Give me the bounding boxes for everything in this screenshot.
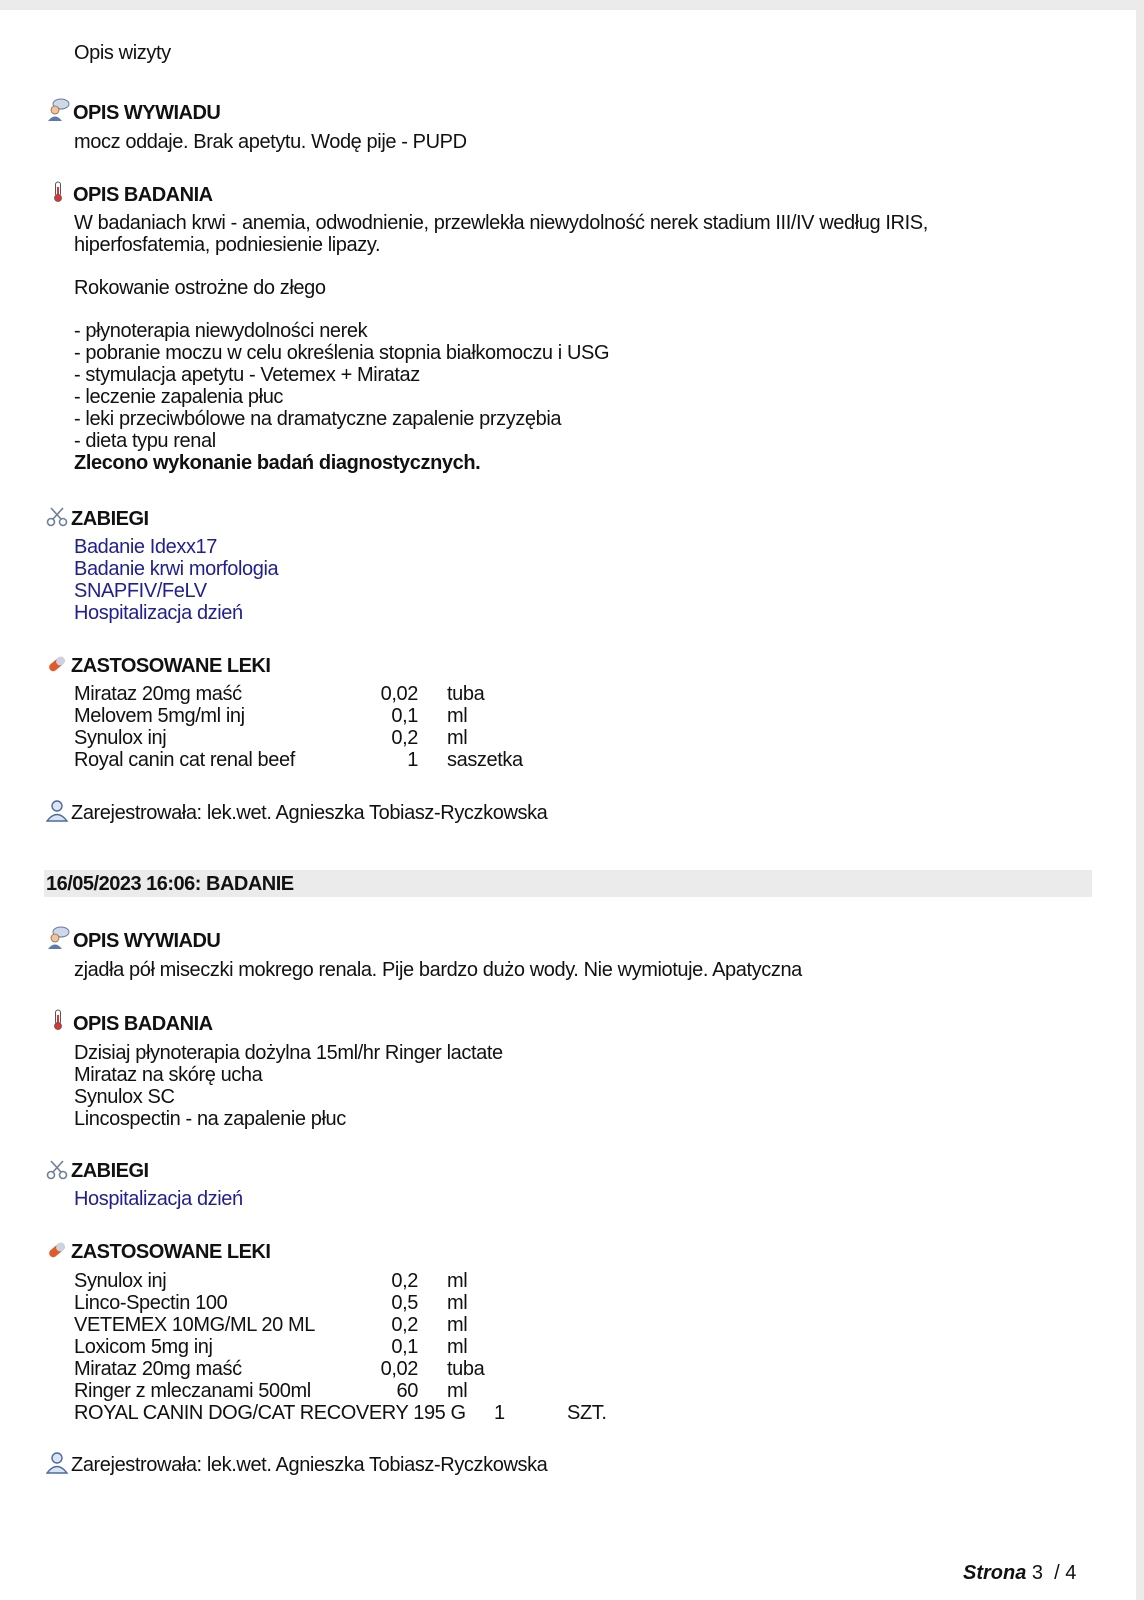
visit-date-bar xyxy=(44,870,1092,897)
medicine-unit: saszetka xyxy=(447,749,523,771)
pill-icon xyxy=(46,1240,68,1265)
pill-icon xyxy=(46,654,68,679)
exam-line: Mirataz na skórę ucha xyxy=(74,1064,263,1086)
medicine-unit: ml xyxy=(447,1380,468,1402)
medicine-name: VETEMEX 10MG/ML 20 ML xyxy=(74,1314,315,1336)
medicine-qty: 0,2 xyxy=(391,1314,418,1336)
medicine-qty: 0,02 xyxy=(380,1358,418,1380)
medicine-unit: ml xyxy=(447,1336,468,1358)
exam-line: hiperfosfatemia, podniesienie lipazy. xyxy=(74,234,381,256)
exam-line: Dzisiaj płynoterapia dożylna 15ml/hr Ringer lactate xyxy=(74,1042,503,1064)
exam-line: Lincospectin - na zapalenie płuc xyxy=(74,1108,346,1130)
doctor-bubble-icon xyxy=(46,926,70,955)
section-title-exam: OPIS BADANIA xyxy=(73,1013,213,1035)
medicine-name: Synulox inj xyxy=(74,727,167,749)
medicine-name: Melovem 5mg/ml inj xyxy=(74,705,245,727)
page-separator: / xyxy=(1054,1562,1060,1584)
medicine-unit: ml xyxy=(447,705,468,727)
medicine-qty: 0,1 xyxy=(391,1336,418,1358)
page-heading: Opis wizyty xyxy=(74,42,171,64)
medicine-unit: SZT. xyxy=(567,1402,607,1424)
medicine-name: Mirataz 20mg maść xyxy=(74,1358,242,1380)
medicine-name: ROYAL CANIN DOG/CAT RECOVERY 195 G xyxy=(74,1402,466,1424)
exam-line: W badaniach krwi - anemia, odwodnienie, przewlekła niewydolność nerek stadium III/IV według IRIS, xyxy=(74,212,928,234)
medicine-qty: 0,02 xyxy=(380,683,418,705)
user-icon xyxy=(46,1452,70,1479)
medicine-unit: tuba xyxy=(447,683,485,705)
medicine-qty: 0,2 xyxy=(391,1270,418,1292)
medicine-name: Synulox inj xyxy=(74,1270,167,1292)
medicine-unit: tuba xyxy=(447,1358,485,1380)
scissors-icon xyxy=(46,1160,68,1185)
medicine-name: Mirataz 20mg maść xyxy=(74,683,242,705)
exam-line: Synulox SC xyxy=(74,1086,175,1108)
medicine-name: Linco-Spectin 100 xyxy=(74,1292,228,1314)
thermometer-icon xyxy=(52,181,64,208)
interview-text: zjadła pół miseczki mokrego renala. Pije bardzo dużo wody. Nie wymiotuje. Apatyczna xyxy=(74,959,802,981)
medicine-qty: 1 xyxy=(494,1402,505,1424)
exam-line: Rokowanie ostrożne do złego xyxy=(74,277,326,299)
medicine-unit: ml xyxy=(447,1314,468,1336)
exam-line: - stymulacja apetytu - Vetemex + Mirataz xyxy=(74,364,420,386)
section-title-procedures: ZABIEGI xyxy=(71,1160,149,1182)
exam-line: - leczenie zapalenia płuc xyxy=(74,386,284,408)
exam-line: - leki przeciwbólowe na dramatyczne zapalenie przyzębia xyxy=(74,408,562,430)
medicine-qty: 60 xyxy=(396,1380,418,1402)
medicine-qty: 1 xyxy=(407,749,418,771)
medicine-name: Royal canin cat renal beef xyxy=(74,749,295,771)
exam-line: - płynoterapia niewydolności nerek xyxy=(74,320,368,342)
section-title-interview: OPIS WYWIADU xyxy=(73,102,221,124)
interview-text: mocz oddaje. Brak apetytu. Wodę pije - PUPD xyxy=(74,131,467,153)
medicine-qty: 0,5 xyxy=(391,1292,418,1314)
thermometer-icon xyxy=(52,1009,64,1036)
medicine-qty: 0,2 xyxy=(391,727,418,749)
registered-by: Zarejestrowała: lek.wet. Agnieszka Tobiasz-Ryczkowska xyxy=(71,802,548,824)
medicine-unit: ml xyxy=(447,727,468,749)
section-title-medicines: ZASTOSOWANE LEKI xyxy=(71,1241,271,1263)
current-page: 3 xyxy=(1031,1562,1044,1584)
exam-summary: Zlecono wykonanie badań diagnostycznych. xyxy=(74,452,481,474)
section-title-medicines: ZASTOSOWANE LEKI xyxy=(71,655,271,677)
scissors-icon xyxy=(46,507,68,532)
doctor-bubble-icon xyxy=(46,98,70,127)
visit-date-header: 16/05/2023 16:06: BADANIE xyxy=(46,873,294,895)
section-title-procedures: ZABIEGI xyxy=(71,508,149,530)
section-title-exam: OPIS BADANIA xyxy=(73,184,213,206)
page-label: Strona xyxy=(963,1562,1027,1584)
procedure-item: Hospitalizacja dzień xyxy=(74,602,243,624)
medicine-unit: ml xyxy=(447,1270,468,1292)
registered-by: Zarejestrowała: lek.wet. Agnieszka Tobiasz-Ryczkowska xyxy=(71,1454,548,1476)
medicine-qty: 0,1 xyxy=(391,705,418,727)
medicine-unit: ml xyxy=(447,1292,468,1314)
procedure-item: Badanie krwi morfologia xyxy=(74,558,279,580)
medicine-name: Ringer z mleczanami 500ml xyxy=(74,1380,311,1402)
procedure-item: Badanie Idexx17 xyxy=(74,536,218,558)
procedure-item: SNAPFIV/FeLV xyxy=(74,580,207,602)
exam-line: - pobranie moczu w celu określenia stopnia białkomoczu i USG xyxy=(74,342,610,364)
section-title-interview: OPIS WYWIADU xyxy=(73,930,221,952)
user-icon xyxy=(46,800,70,827)
procedure-item: Hospitalizacja dzień xyxy=(74,1188,243,1210)
exam-line: - dieta typu renal xyxy=(74,430,216,452)
medicine-name: Loxicom 5mg inj xyxy=(74,1336,213,1358)
total-pages: 4 xyxy=(1065,1562,1077,1584)
page-number xyxy=(963,1562,1076,1585)
